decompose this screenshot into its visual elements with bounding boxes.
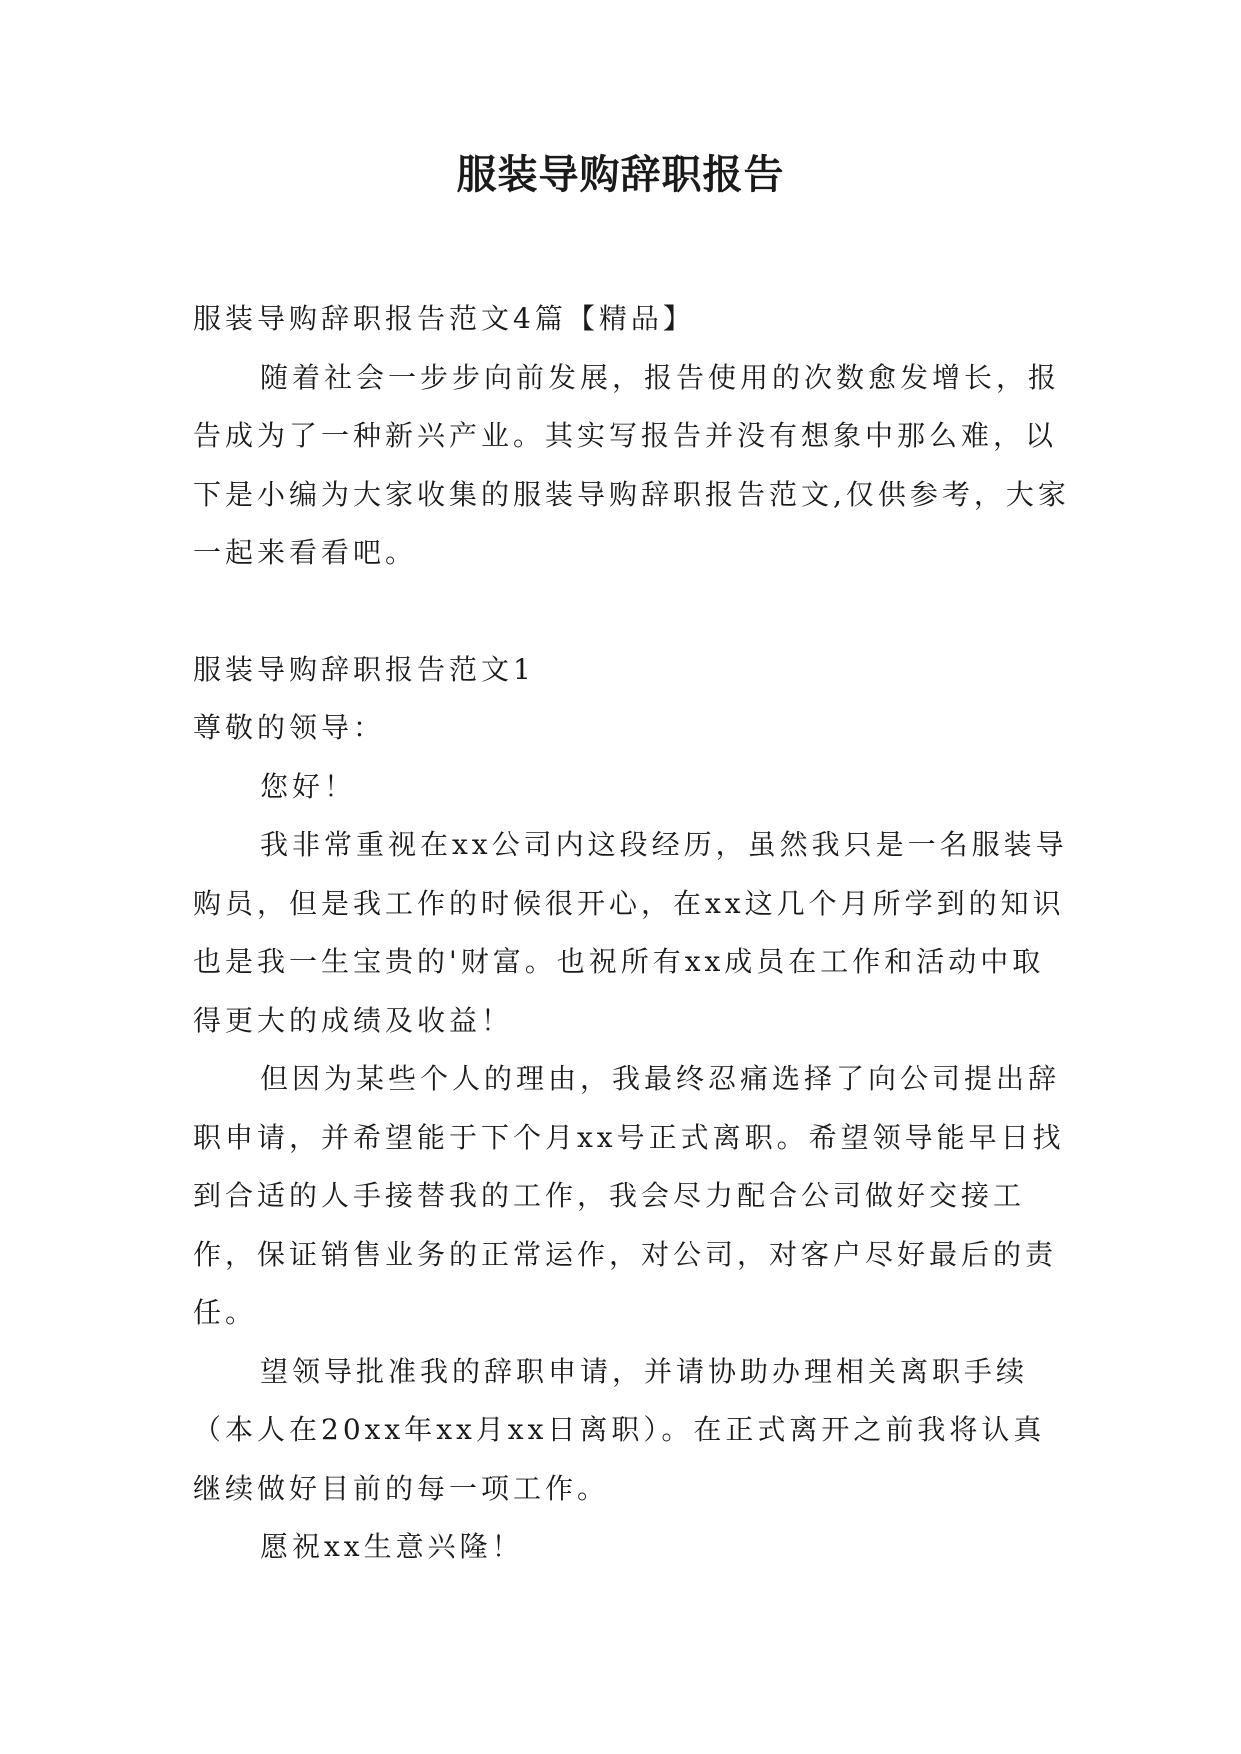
salutation: 尊敬的领导： <box>193 711 386 744</box>
document-subtitle: 服装导购辞职报告范文4篇【精品】 <box>193 302 695 335</box>
section-heading: 服装导购辞职报告范文1 <box>193 652 535 686</box>
intro-paragraph: 随着社会一步步向前发展，报告使用的次数愈发增长，报告成为了一种新兴产业。其实写报告并没有想象中那么难，以下是小编为大家收集的服装导购辞职报告范文,仅供参考，大家一起来看看吧。 <box>193 360 1070 569</box>
body-paragraph: 但因为某些个人的理由，我最终忍痛选择了向公司提出辞职申请，并希望能于下个月xx号正式离职。希望领导能早日找到合适的人手接替我的工作，我会尽力配合公司做好交接工作，保证销售业务的正常运作，对公司，对客户尽好最后的责任。 <box>193 1062 1065 1329</box>
body-paragraph: 我非常重视在xx公司内这段经历，虽然我只是一名服装导购员，但是我工作的时候很开心，在xx这几个月所学到的知识也是我一生宝贵的'财富。也祝所有xx成员在工作和活动中取得更大的成绩及收益！ <box>193 828 1068 1037</box>
document-body <box>193 290 1073 1577</box>
closing-wish: 愿祝xx生意兴隆！ <box>260 1530 524 1563</box>
body-paragraph: 望领导批准我的辞职申请，并请协助办理相关离职手续（本人在20xx年xx月xx日离职）。在正式离开之前我将认真继续做好目前的每一项工作。 <box>193 1354 1046 1505</box>
document-title: 服装导购辞职报告 <box>456 152 785 198</box>
greeting: 您好！ <box>260 769 357 803</box>
